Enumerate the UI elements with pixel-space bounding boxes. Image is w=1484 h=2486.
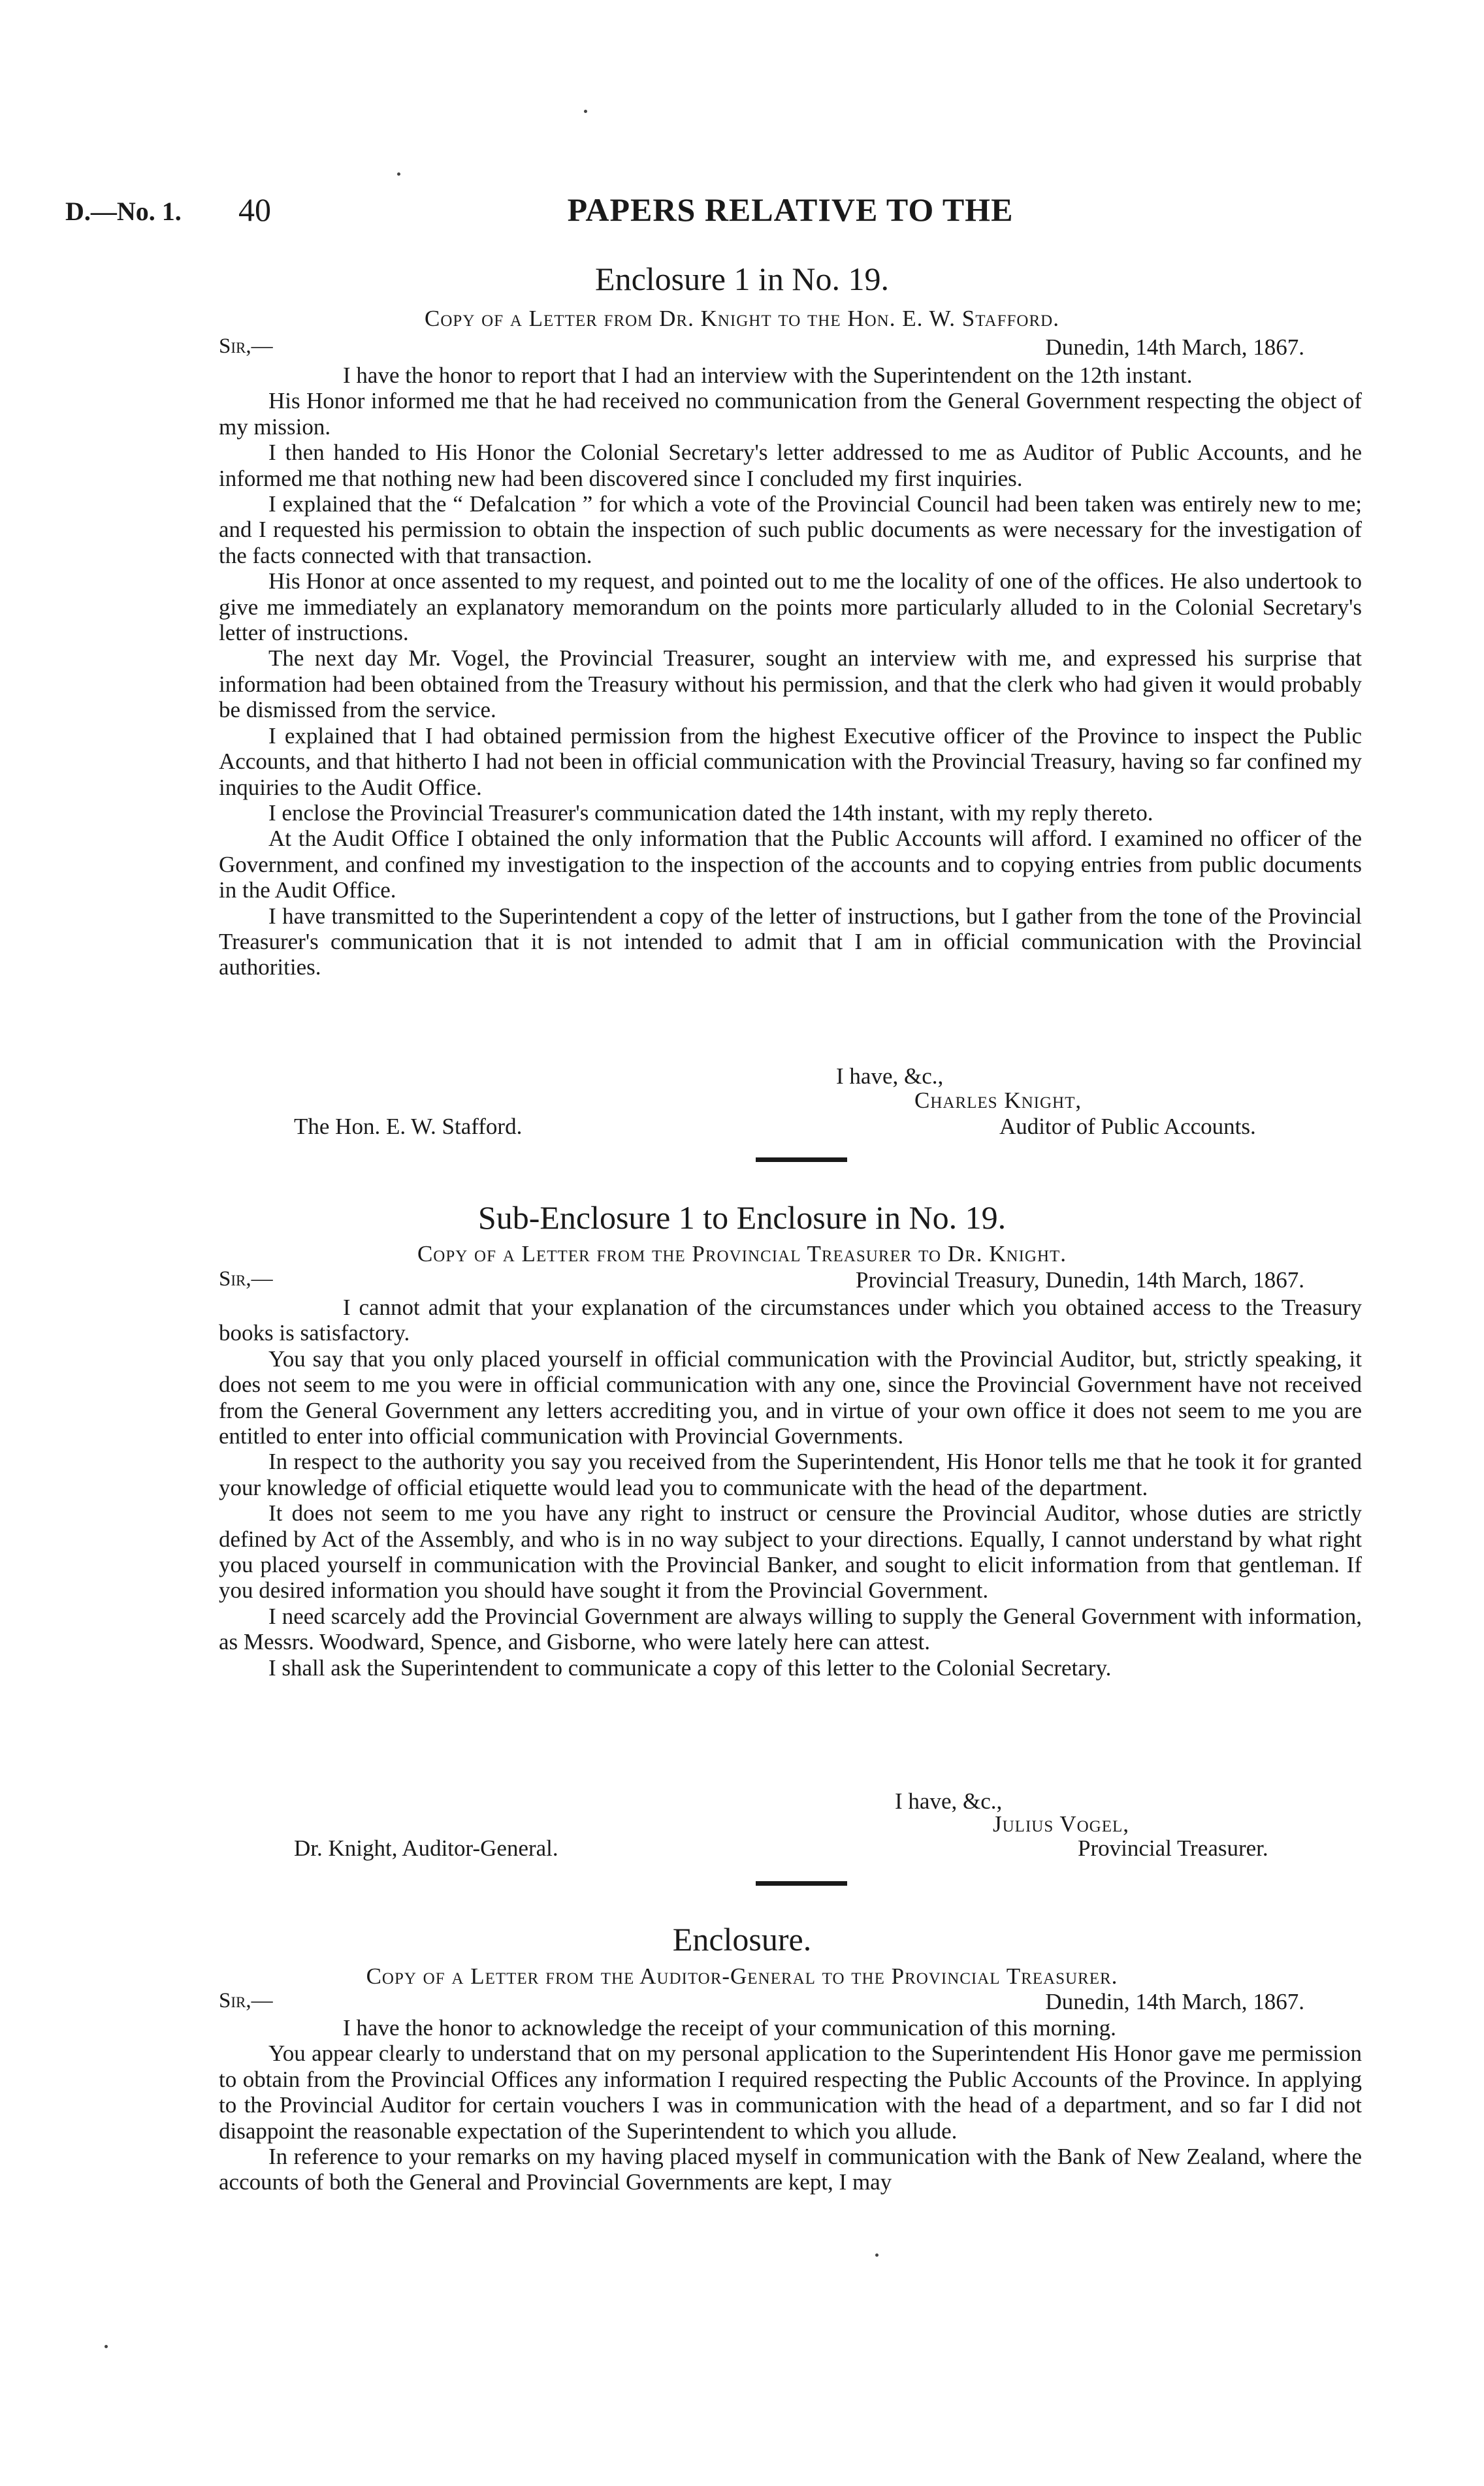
copy-line: Copy of a Letter from the Auditor-General to the Provincial Treasurer. xyxy=(366,1963,1118,1989)
section-divider xyxy=(756,1157,847,1162)
salutation: Sir,— xyxy=(219,334,273,358)
salutation: Sir,— xyxy=(219,1989,273,2012)
paragraph: The next day Mr. Vogel, the Provincial Treasurer, sought an interview with me, and expressed his surprise that information had been obtained from the Treasury without his permission, and that the clerk who had given it would probably be dismissed from the service. xyxy=(219,645,1362,723)
copy-line: Copy of a Letter from the Provincial Treasurer to Dr. Knight. xyxy=(417,1241,1067,1267)
copy-line: Copy of a Letter from Dr. Knight to the Hon. E. W. Stafford. xyxy=(425,306,1059,331)
document-reference: D.—No. 1. xyxy=(65,197,182,226)
paragraph: I enclose the Provincial Treasurer's communication dated the 14th instant, with my reply thereto. xyxy=(268,799,1153,826)
paragraph: It does not seem to me you have any right to instruct or censure the Provincial Auditor, whose duties are strictly defined by Act of the Assembly, and who is in no way subject to your directions. Equally, I cannot understand by what right you placed yourself in communication with the Provincial Banker, and sought to elicit information from that gentleman. If you desired information you should have sought it from the Provincial Government. xyxy=(219,1500,1362,1604)
paragraph: I explained that I had obtained permission from the highest Executive officer of the Province to inspect the Public Accounts, and that hitherto I had not been in official communication with the Provincial Treasury, having so far confined my inquiries to the Audit Office. xyxy=(219,722,1362,800)
page-number: 40 xyxy=(238,191,271,228)
salutation: Sir,— xyxy=(219,1267,273,1291)
scan-speck xyxy=(397,172,400,176)
signatory-title: Auditor of Public Accounts. xyxy=(999,1114,1256,1139)
paragraph: I then handed to His Honor the Colonial Secretary's letter addressed to me as Auditor of Public Accounts, and he informed me that nothing new had been discovered since I concluded my first inquiries. xyxy=(219,440,1362,491)
paragraph: His Honor informed me that he had received no communication from the General Government respecting the object of my mission. xyxy=(219,388,1362,440)
scan-speck xyxy=(105,2345,108,2348)
paragraph: In respect to the authority you say you received from the Superintendent, His Honor tells me that he took it for granted your knowledge of official etiquette would lead you to communicate with the head of the department. xyxy=(219,1449,1362,1500)
paragraph: I explained that the “ Defalcation ” for which a vote of the Provincial Council had been taken was entirely new to me; and I requested his permission to obtain the inspection of such public documents as were necessary for the investigation of the facts connected with that transaction. xyxy=(219,491,1362,568)
paragraph: You say that you only placed yourself in official communication with the Provincial Auditor, but, strictly speaking, it does not seem to me you were in official communication with any one, since the Provincial Government have not received from the General Government any letters accrediting you, and in virtue of your own office it does not seem to me you are entitled to enter into official communication with Provincial Governments. xyxy=(219,1346,1362,1449)
addressee: The Hon. E. W. Stafford. xyxy=(294,1114,523,1139)
paragraph: You appear clearly to understand that on my personal application to the Superintendent His Honor gave me permission to obtain from the Provincial Offices any information I required respecting the Public Accounts of the Province. In applying to the Provincial Auditor for certain vouchers I was in communication with the head of a department, and so far I did not disappoint the reasonable expectation of the Superintendent to which you allude. xyxy=(219,2041,1362,2144)
date-line: Dunedin, 14th March, 1867. xyxy=(1045,1989,1304,2014)
closing: I have, &c., xyxy=(836,1063,944,1089)
closing: I have, &c., xyxy=(895,1788,1003,1814)
section-title: Sub-Enclosure 1 to Enclosure in No. 19. xyxy=(477,1199,1007,1236)
scan-speck xyxy=(875,2253,879,2257)
date-line: Provincial Treasury, Dunedin, 14th March, 1867. xyxy=(856,1267,1304,1293)
addressee: Dr. Knight, Auditor-General. xyxy=(294,1835,558,1861)
paragraph: I have the honor to report that I had an interview with the Superintendent on the 12th instant. xyxy=(343,363,1193,388)
section-title: Enclosure. xyxy=(672,1921,812,1958)
letter-body xyxy=(219,2015,1362,2195)
signatory-title: Provincial Treasurer. xyxy=(1078,1835,1268,1861)
paragraph: I need scarcely add the Provincial Government are always willing to supply the General Government with information, as Messrs. Woodward, Spence, and Gisborne, who were lately here can attest. xyxy=(219,1603,1362,1655)
section-title: Enclosure 1 in No. 19. xyxy=(595,261,889,297)
signatory-name: Charles Knight, xyxy=(914,1088,1082,1113)
paragraph: At the Audit Office I obtained the only information that the Public Accounts will afford. I examined no officer of the Government, and confined my investigation to the inspection of the accounts and to copying entries from public documents in the Audit Office. xyxy=(219,826,1362,903)
paragraph: I cannot admit that your explanation of the circumstances under which you obtained access to the Treasury books is satisfactory. xyxy=(219,1295,1362,1346)
paragraph: I shall ask the Superintendent to communicate a copy of this letter to the Colonial Secretary. xyxy=(268,1655,1112,1681)
signatory-name: Julius Vogel, xyxy=(993,1811,1130,1837)
paragraph: His Honor at once assented to my request, and pointed out to me the locality of one of the offices. He also undertook to give me immediately an explanatory memorandum on the points more particularly alluded to in the Colonial Secretary's letter of instructions. xyxy=(219,568,1362,646)
letter-body xyxy=(219,363,1362,980)
paragraph: I have transmitted to the Superintendent a copy of the letter of instructions, but I gather from the tone of the Provincial Treasurer's communication that it is not intended to admit that I am in official communication with the Provincial authorities. xyxy=(219,903,1362,980)
date-line: Dunedin, 14th March, 1867. xyxy=(1045,334,1304,360)
paragraph: In reference to your remarks on my having placed myself in communication with the Bank of New Zealand, where the accounts of both the General and Provincial Governments are kept, I may xyxy=(219,2144,1362,2195)
paragraph: I have the honor to acknowledge the receipt of your communication of this morning. xyxy=(343,2015,1116,2041)
running-title: PAPERS RELATIVE TO THE xyxy=(567,191,1014,228)
scan-speck xyxy=(584,110,587,113)
page-header xyxy=(0,191,1484,236)
section-divider xyxy=(756,1881,847,1886)
letter-body xyxy=(219,1295,1362,1681)
